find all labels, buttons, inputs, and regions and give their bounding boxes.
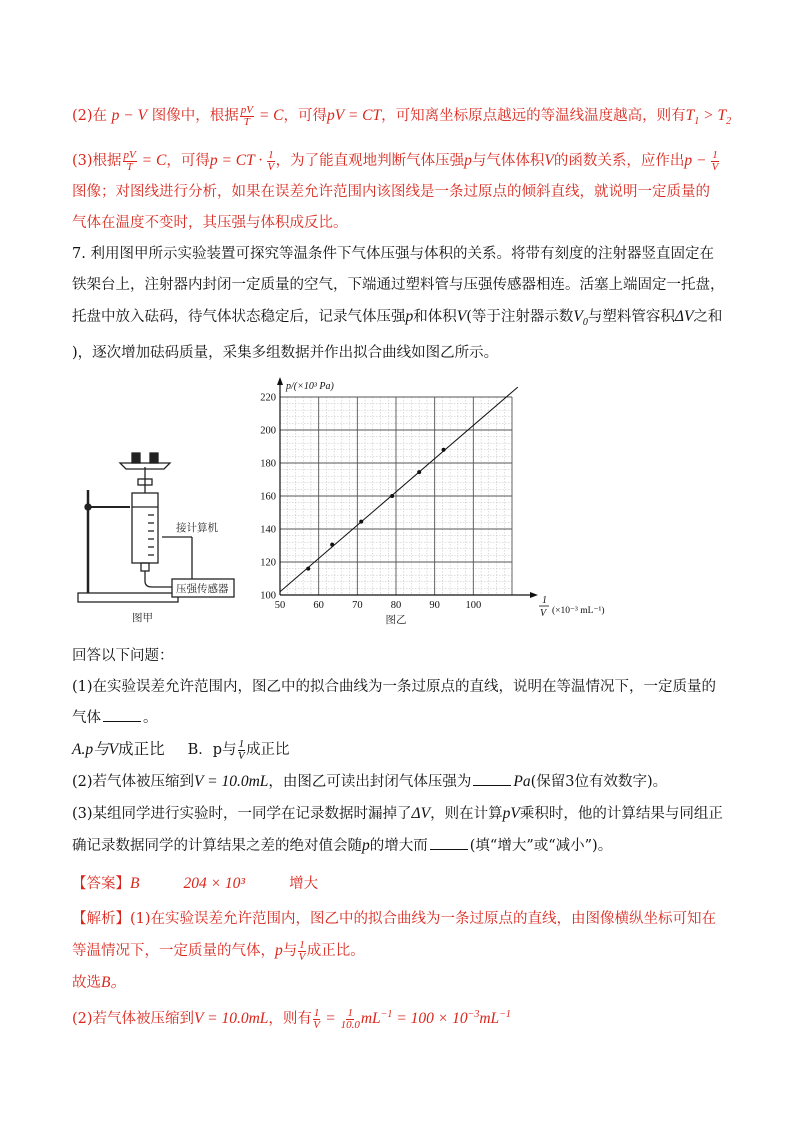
data-point <box>330 543 334 547</box>
y-tick-label: 200 <box>260 425 276 437</box>
data-point <box>359 520 363 524</box>
x-axis-label-num: 1 <box>542 595 547 607</box>
computer-label: 接计算机 <box>176 522 218 535</box>
data-point <box>442 448 446 452</box>
pressure-volume-chart <box>250 375 605 637</box>
y-axis-label: p/(×10³ Pa) <box>286 381 334 393</box>
apparatus-diagram <box>72 445 272 625</box>
y-tick-label: 160 <box>260 491 276 503</box>
analysis-prev-part2: (2)在 p − V 图像中，根据 $\frac{pV}{T}$ = C，可得pV = CT，可知离坐标原点越远的等温线温度越高，则有$T_1 > T_2$ <box>72 103 732 128</box>
x-tick-label: 60 <box>313 600 324 612</box>
figure-b-caption: 图乙 <box>385 614 407 627</box>
x-tick-label: 50 <box>274 600 286 612</box>
x-tick-label: 100 <box>465 600 482 612</box>
y-tick-label: 220 <box>260 392 276 404</box>
data-point <box>417 470 421 474</box>
option-b: B．p与 $\frac{1}{V}$ 成正比 <box>187 737 290 762</box>
question-7: 7. 利用图甲所示实验装置可探究等温条件下气体压强与体积的关系。将带有刻度的注射器竖直固定在 铁架台上，注射器内封闭一定质量的空气，下端通过塑料管与压强传感器相连。活塞上端固定一托盘， 托盘中放入砝码，待气体状态稳定后，记录气体压强p和体积V(等于注射器示数$V_0$与塑料管容积ΔV之和 )，逐次增加砝码质量，采集多组数据并作出拟合曲线如图乙所示。 <box>72 246 725 362</box>
analysis-prev-part3: (3)根据 $\frac{pV}{T}$ = C，可得p = CT · $\frac{1}{V}$ ，为了能直观地判断气体压强p与气体体积V的函数关系，应作出p − $\frac{1}{V}$ 图像；对图线进行分析，如果在误差允许范围内该图线是一条过原点的倾斜直线，就说明一定质量的 气体在温度不变时，其压强与体积成反比。 <box>72 148 719 232</box>
x-axis-label: (×10⁻³ mL⁻¹) <box>552 606 605 617</box>
x-axis-label-den: V <box>540 608 547 620</box>
figure-a-caption: 图甲 <box>132 612 153 625</box>
answer-blank-3[interactable] <box>430 835 468 850</box>
figure-row <box>72 375 740 637</box>
sub-questions: 回答以下问题： (1)在实验误差允许范围内，图乙中的拟合曲线为一条过原点的直线，说明在等温情况下，一定质量的 气体 。 A.p与V成正比 B．p与 $\frac{1}{V}$ 成正比 (2)若气体被压缩到V = 10.0mL，由图乙可读出封闭气体压强为 Pa(保留3位有效数字)。 (3)某组同学进行实验时，一同学在记录数据时漏掉了ΔV，则在计算pV乘积时，他的计算结果与同组正 确记录数据同学的计算结果之差的绝对值会随p的增大而 (填“增大”或“减小”)。 <box>72 648 723 855</box>
y-axis-arrow <box>277 377 283 385</box>
x-axis-arrow <box>530 592 538 598</box>
sensor-label: 压强传感器 <box>176 583 229 596</box>
answer-blank-2[interactable] <box>473 771 511 786</box>
y-tick-label: 180 <box>260 458 276 470</box>
analysis: 【解析】(1)在实验误差允许范围内，图乙中的拟合曲线为一条过原点的直线，由图像横纵坐标可知在 等温情况下，一定质量的气体，p与 $\frac{1}{V}$ 成正比。 故选B。 (2)若气体被压缩到V = 10.0mL，则有 $\frac{1}{V}$ = $\frac{1}{10.0}$ $mL^{-1} = 100 \times 10^{-3}mL^{-1}$ <box>72 911 717 1031</box>
data-point <box>306 567 310 571</box>
x-tick-label: 70 <box>352 600 363 612</box>
data-point <box>390 494 394 498</box>
x-tick-label: 80 <box>390 600 402 612</box>
option-a: A.p与V成正比 <box>72 741 165 759</box>
document-page <box>72 100 740 1035</box>
answer-line: 【答案】B 204 × 10³ 增大 <box>72 875 319 893</box>
y-tick-label: 100 <box>260 590 276 602</box>
y-tick-label: 140 <box>260 524 276 536</box>
y-tick-label: 120 <box>260 557 276 569</box>
answer-blank-1[interactable] <box>103 707 141 722</box>
x-tick-label: 90 <box>429 600 440 612</box>
